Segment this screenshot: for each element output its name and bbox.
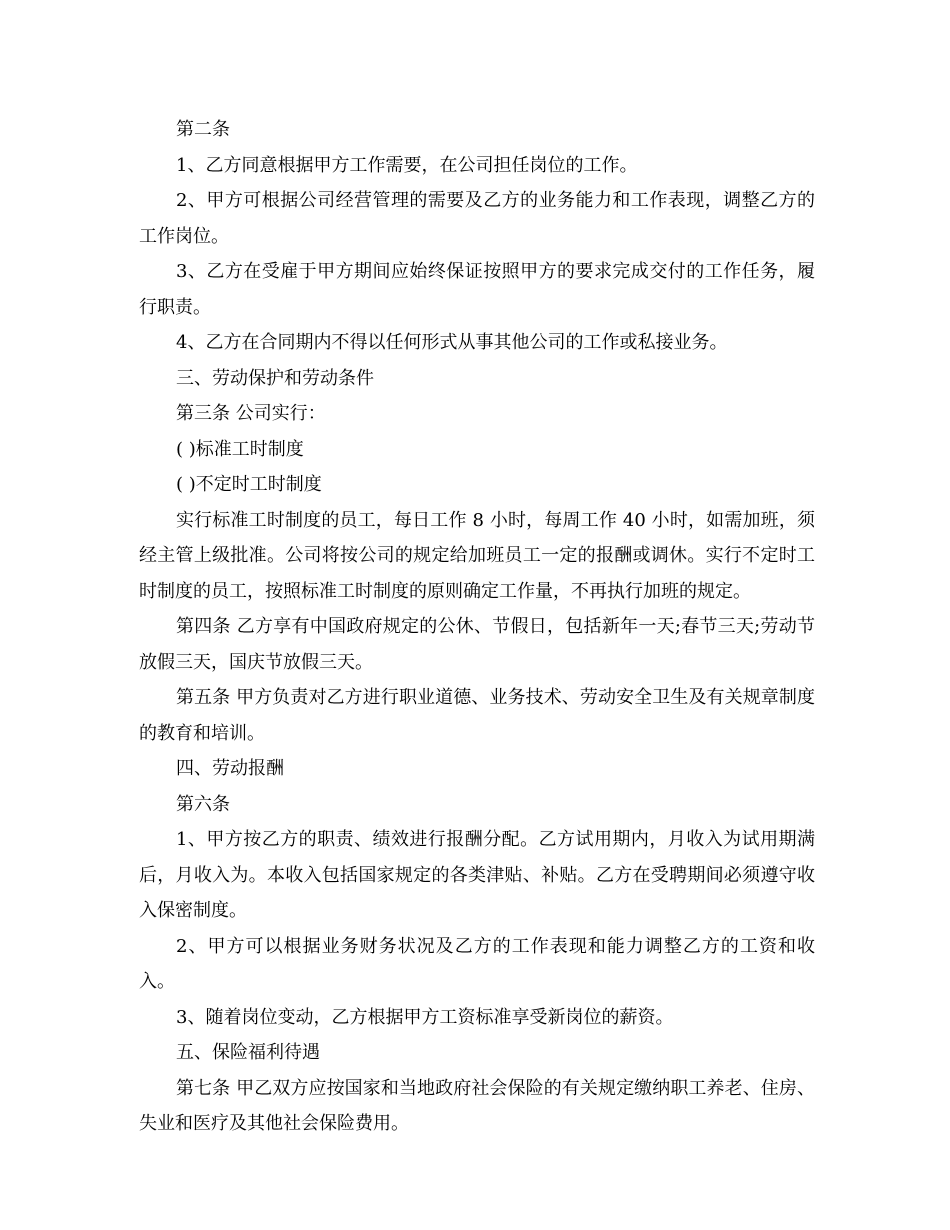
article-7-paragraph: 第七条 甲乙双方应按国家和当地政府社会保险的有关规定缴纳职工养老、住房、失业和医疗及其他社会保险费用。: [139, 1077, 815, 1134]
section-5-heading: 五、保险福利待遇: [176, 1042, 320, 1063]
article-6-clause-3: 3、随着岗位变动，乙方根据甲方工资标准享受新岗位的薪资。: [176, 1006, 674, 1028]
article-2-clause-1: 1、乙方同意根据甲方工作需要，在公司担任岗位的工作。: [176, 154, 638, 176]
article-6-clause-1: 1、甲方按乙方的职责、绩效进行报酬分配。乙方试用期内，月收入为试用期满后，月收入为。本收入包括国家规定的各类津贴、补贴。乙方在受聘期间必须遵守收入保密制度。: [139, 829, 815, 921]
article-2-clause-2: 2、甲方可根据公司经营管理的需要及乙方的业务能力和工作表现，调整乙方的工作岗位。: [139, 190, 815, 247]
article-3-heading: 第三条 公司实行：: [176, 403, 326, 424]
article-2-clause-3: 3、乙方在受雇于甲方期间应始终保证按照甲方的要求完成交付的工作任务，履行职责。: [139, 261, 815, 318]
option-standard-hours: ( )标准工时制度: [176, 438, 304, 460]
article-2-clause-4: 4、乙方在合同期内不得以任何形式从事其他公司的工作或私接业务。: [176, 332, 728, 353]
article-6-clause-2: 2、甲方可以根据业务财务状况及乙方的工作表现和能力调整乙方的工资和收入。: [139, 935, 815, 992]
article-6-heading: 第六条: [176, 793, 230, 815]
article-2-heading: 第二条: [176, 119, 230, 140]
section-4-heading: 四、劳动报酬: [176, 758, 284, 779]
working-hours-paragraph: 实行标准工时制度的员工，每日工作 8 小时，每周工作 40 小时，如需加班，须经主管上级批准。公司将按公司的规定给加班员工一定的报酬或调休。实行不定时工时制度的员工，按照标准工时制度的原则确定工作量，不再执行加班的规定。: [139, 509, 815, 602]
option-flexible-hours: ( )不定时工时制度: [176, 474, 322, 495]
article-4-paragraph: 第四条 乙方享有中国政府规定的公休、节假日，包括新年一天;春节三天;劳动节放假三天，国庆节放假三天。: [139, 616, 815, 673]
section-3-heading: 三、劳动保护和劳动条件: [176, 367, 374, 389]
article-5-paragraph: 第五条 甲方负责对乙方进行职业道德、业务技术、劳动安全卫生及有关规章制度的教育和培训。: [139, 687, 815, 744]
document-body: [139, 112, 815, 1142]
